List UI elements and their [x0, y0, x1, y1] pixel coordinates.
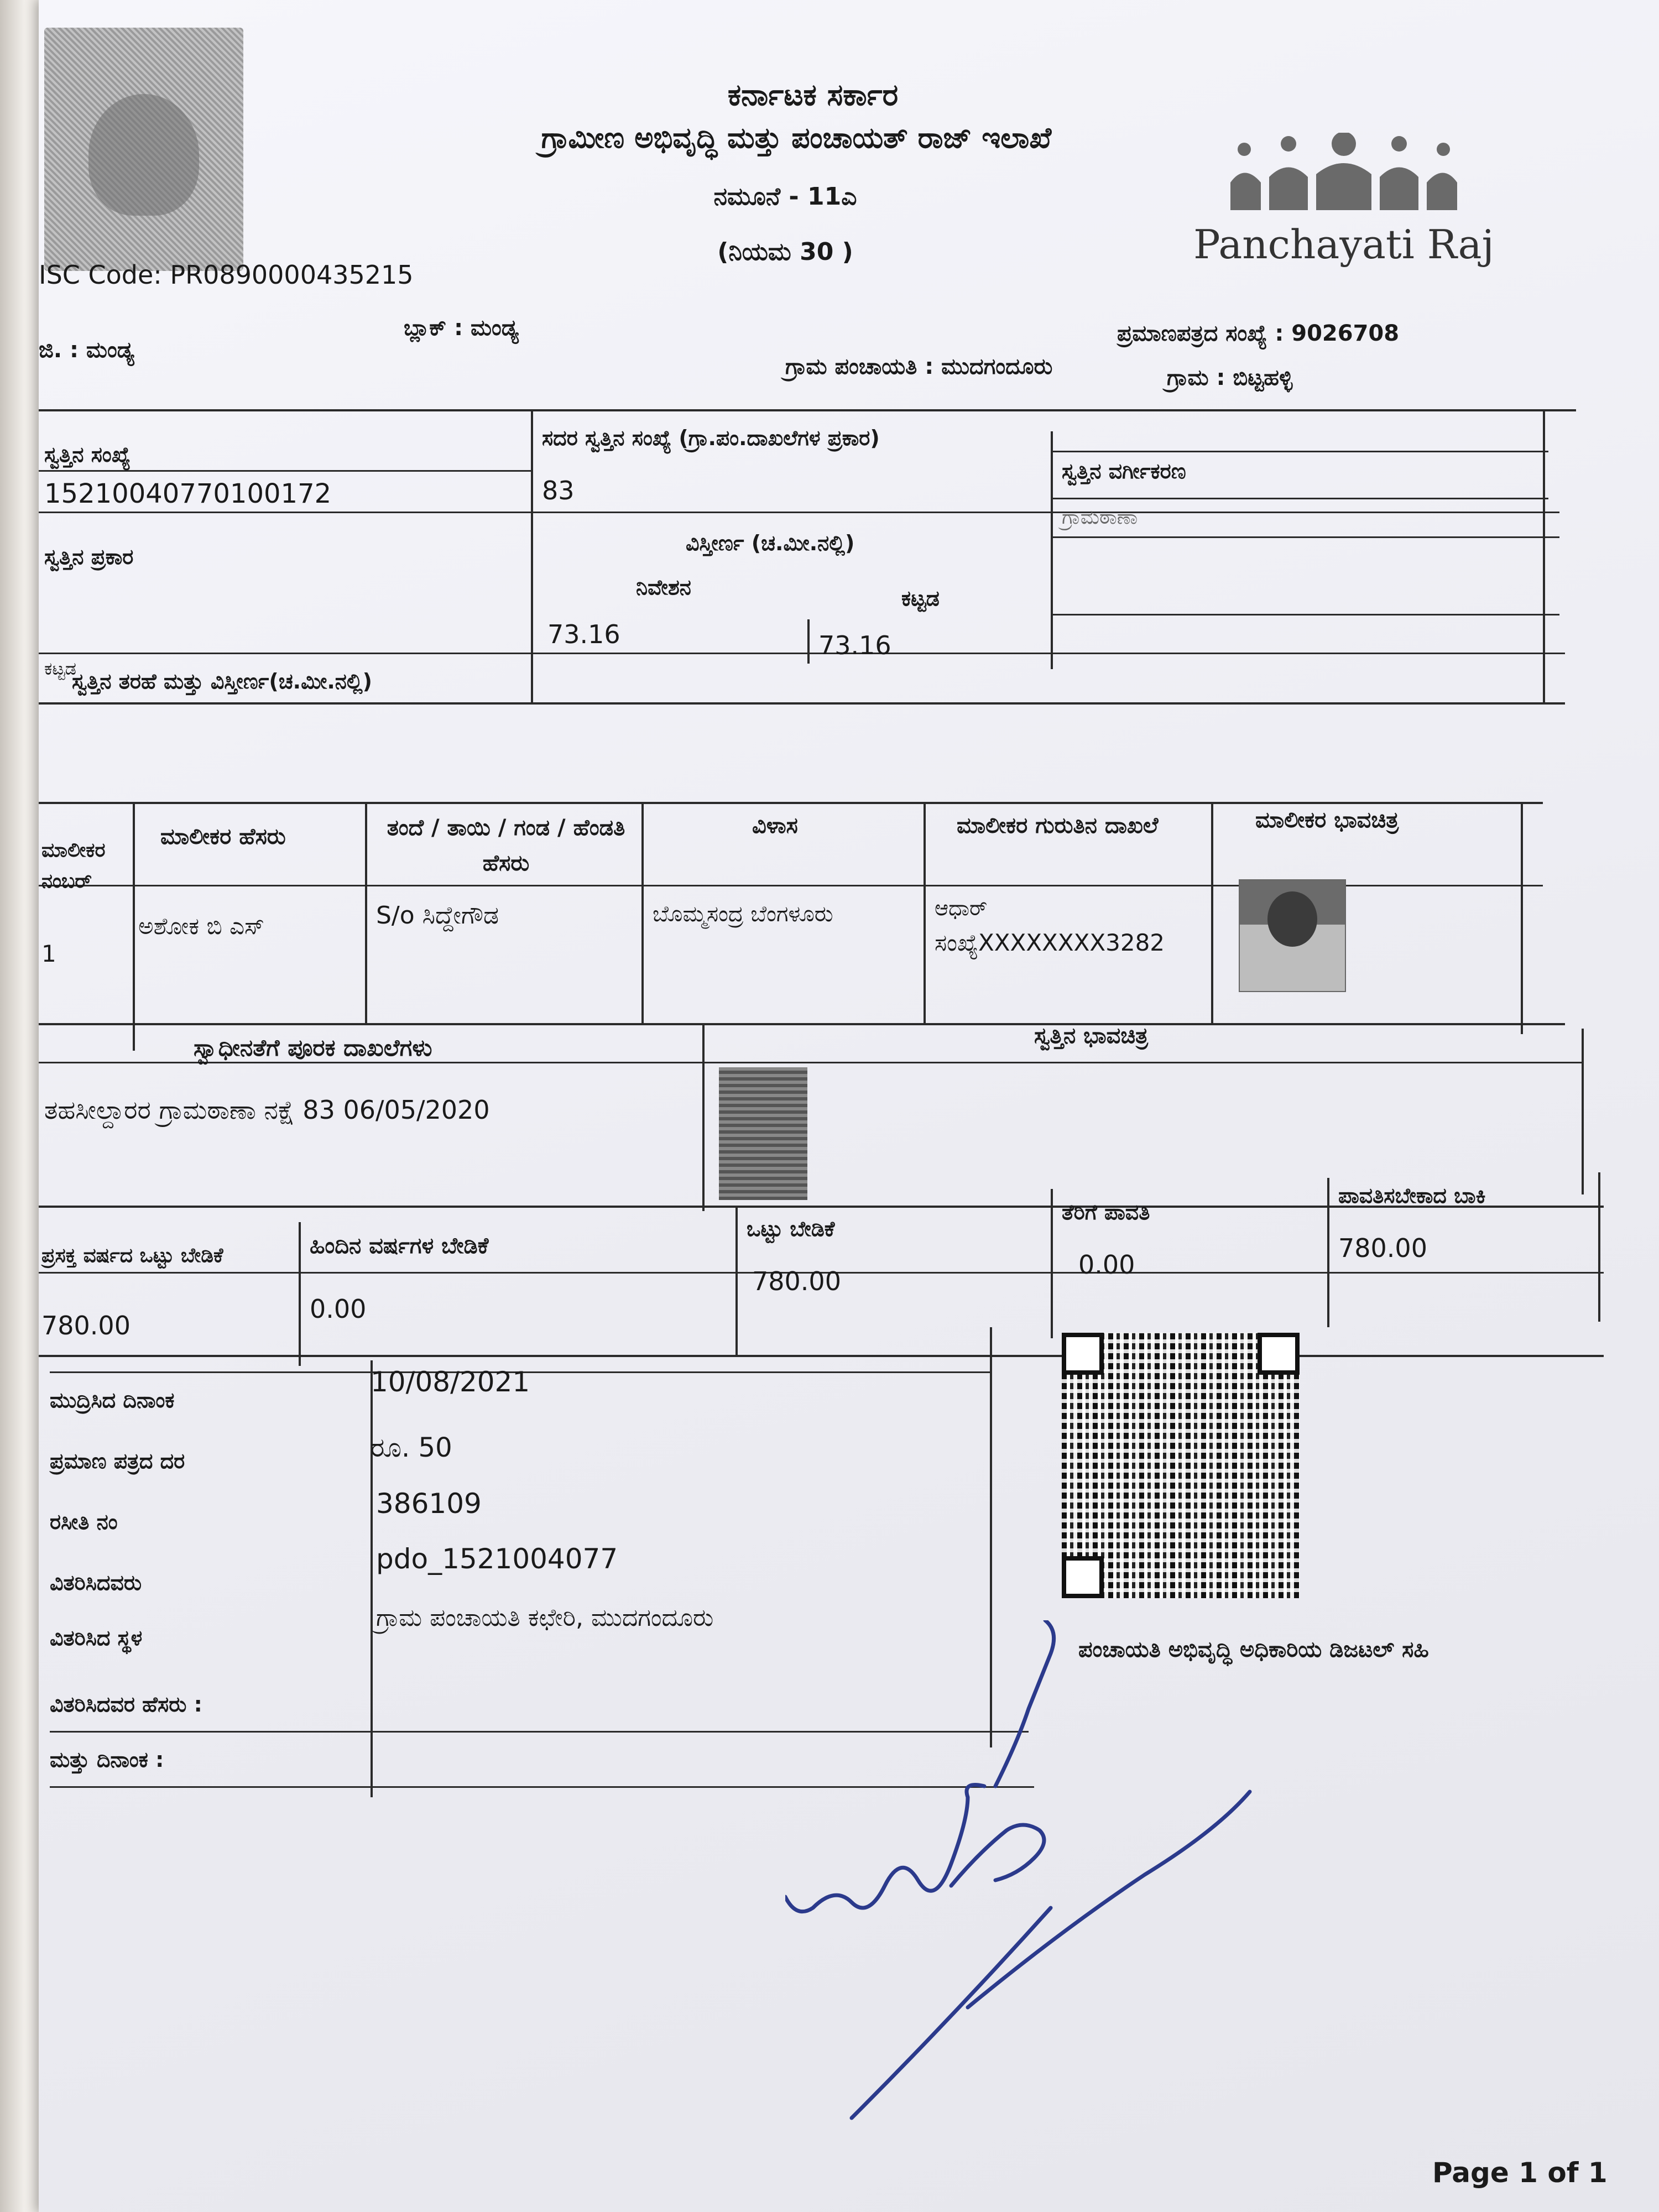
issuer-name-label: ವಿತರಿಸಿದವರ ಹೆಸರು : [50, 1692, 202, 1717]
issued-place-value: ಗ್ರಾಮ ಪಂಚಾಯತಿ ಕಛೇರಿ, ಮುದಗಂದೂರು [376, 1604, 714, 1632]
district: ಜಿ. : ಮಂಡ್ಯ [39, 337, 134, 363]
building-area-value: 73.16 [818, 630, 891, 660]
id-document-type: ಆಧಾರ್ [935, 896, 988, 920]
certificate-fee-label: ಪ್ರಮಾಣ ಪತ್ರದ ದರ [50, 1449, 185, 1473]
survey-number-value: 83 [542, 476, 575, 505]
receipt-no-label: ರಸೀತಿ ನಂ [50, 1510, 118, 1534]
certificate-page [39, 0, 1659, 2212]
owner-name-value: ಅಶೋಕ ಬಿ ಎಸ್ [138, 912, 264, 940]
qr-code [1062, 1333, 1300, 1598]
digital-signature-caption: ಪಂಚಾಯತಿ ಅಭಿವೃದ್ಧಿ ಅಧಿಕಾರಿಯ ಡಿಜಟಲ್ ಸಹಿ [1078, 1637, 1429, 1662]
issue-date-label: ಮತ್ತು ದಿನಾಂಕ : [50, 1747, 164, 1772]
area-label: ವಿಸ್ತೀರ್ಣ (ಚ.ಮೀ.ನಲ್ಲಿ) [686, 531, 855, 555]
panchayati-raj-people-icon [1228, 133, 1460, 216]
page-number: Page 1 of 1 [1432, 2157, 1608, 2189]
id-document-header: ಮಾಲೀಕರ ಗುರುತಿನ ದಾಖಲೆ [957, 813, 1159, 838]
rule-number: (ನಿಯಮ 30 ) [717, 238, 853, 266]
printed-date-value: 10/08/2021 [371, 1366, 530, 1398]
previous-years-demand-value: 0.00 [310, 1294, 367, 1324]
panchayati-raj-logo [1189, 133, 1499, 276]
karnataka-emblem-icon [44, 28, 243, 271]
state-title: ಕರ್ನಾಟಕ ಸರ್ಕಾರ [727, 77, 899, 112]
property-class-label: ಸ್ವತ್ತಿನ ವರ್ಗೀಕರಣ [1062, 459, 1186, 483]
property-id-label: ಸ್ವತ್ತಿನ ಸಂಖ್ಯೆ [44, 442, 131, 467]
form-number: ನಮೂನೆ - 11ಎ [713, 182, 857, 211]
department-title: ಗ್ರಾಮೀಣ ಅಭಿವೃದ್ಧಿ ಮತ್ತು ಪಂಚಾಯತ್ ರಾಜ್ ಇಲಾಖೆ [541, 122, 1052, 155]
owner-no-value: 1 [41, 940, 56, 967]
address-header: ವಿಳಾಸ [752, 813, 798, 838]
gram-panchayat: ಗ್ರಾಮ ಪಂಚಾಯತಿ : ಮುದಗಂದೂರು [785, 354, 1053, 379]
site-label: ನಿವೇಶನ [636, 575, 691, 599]
building-label: ಕಟ್ಟಡ [901, 586, 940, 611]
printed-date-label: ಮುದ್ರಿಸಿದ ದಿನಾಂಕ [50, 1388, 175, 1412]
issued-by-label: ವಿತರಿಸಿದವರು [50, 1571, 142, 1595]
relation-value: S/o ಸಿದ್ದೇಗೌಡ [376, 901, 499, 930]
tax-paid-value: 0.00 [1078, 1250, 1135, 1280]
owner-no-header: ಮಾಲೀಕರ ನಂಬರ್ [41, 839, 106, 893]
total-demand-value: 780.00 [752, 1266, 841, 1296]
village: ಗ್ರಾಮ : ಬಿಟ್ಟಹಳ್ಳಿ [1167, 365, 1293, 390]
property-class-value: ಗ್ರಾಮಠಾಣಾ [1062, 506, 1138, 529]
receipt-no-value: 386109 [376, 1488, 482, 1520]
property-photo-label: ಸ್ವತ್ತಿನ ಭಾವಚಿತ್ರ [1034, 1023, 1149, 1048]
handwritten-signature [785, 1620, 1283, 2162]
owner-photo [1239, 879, 1346, 992]
owner-photo-header: ಮಾಲೀಕರ ಭಾವಚಿತ್ರ [1255, 807, 1399, 833]
owner-name-header: ಮಾಲೀಕರ ಹೆಸರು [160, 824, 286, 849]
issued-by-value: pdo_1521004077 [376, 1543, 618, 1575]
balance-due-header: ಪಾವತಿಸಬೇಕಾದ ಬಾಕಿ [1338, 1183, 1486, 1208]
property-type-value: ಕಟ್ಟಡ [44, 658, 76, 679]
property-nature-label: ಸ್ವತ್ತಿನ ತರಹೆ ಮತ್ತು ವಿಸ್ತೀರ್ಣ(ಚ.ಮೀ.ನಲ್ಲಿ) [72, 669, 373, 693]
address-value: ಬೊಮ್ಮಸಂದ್ರ ಬೆಂಗಳೂರು [653, 901, 833, 927]
tax-paid-header: ತೆರಿಗೆ ಪಾವತಿ [1062, 1200, 1150, 1224]
current-year-demand-header: ಪ್ರಸಕ್ತ ವರ್ಷದ ಒಟ್ಟು ಬೇಡಿಕೆ [41, 1244, 223, 1267]
balance-due-value: 780.00 [1338, 1233, 1427, 1263]
previous-years-demand-header: ಹಿಂದಿನ ವರ್ಷಗಳ ಬೇಡಿಕೆ [310, 1233, 489, 1259]
certificate-number: ಪ್ರಮಾಣಪತ್ರದ ಸಂಖ್ಯೆ : 9026708 [1117, 321, 1400, 346]
possession-docs-value: ತಹಸೀಲ್ದಾರರ ಗ್ರಾಮಠಾಣಾ ನಕ್ಷೆ 83 06/05/2020 [44, 1095, 490, 1125]
block: ಬ್ಲಾಕ್ : ಮಂಡ್ಯ [404, 315, 519, 341]
panchayati-raj-text: Panchayati Raj [1193, 221, 1494, 268]
total-demand-header: ಒಟ್ಟು ಬೇಡಿಕೆ [747, 1217, 835, 1241]
property-photo [719, 1067, 807, 1200]
issued-place-label: ವಿತರಿಸಿದ ಸ್ಥಳ [50, 1626, 143, 1650]
current-year-demand-value: 780.00 [41, 1311, 131, 1340]
relation-header: ತಂದೆ / ತಾಯಿ / ಗಂಡ / ಹೆಂಡತಿ ಹೆಸರು [387, 815, 625, 876]
property-type-label: ಸ್ವತ್ತಿನ ಪ್ರಕಾರ [44, 545, 134, 569]
isc-code: ISC Code: PR0890000435215 [39, 260, 414, 290]
certificate-fee-value: ರೂ. 50 [371, 1432, 452, 1463]
survey-number-label: ಸದರ ಸ್ವತ್ತಿನ ಸಂಖ್ಯೆ (ಗ್ರಾ.ಪಂ.ದಾಖಲೆಗಳ ಪ್ರಕಾರ) [542, 426, 880, 450]
possession-docs-label: ಸ್ವಾಧೀನತೆಗೆ ಪೂರಕ ದಾಖಲೆಗಳು [194, 1034, 432, 1061]
property-id-value: 15210040770100172 [44, 478, 332, 509]
id-document-number: ಸಂಖ್ಯೆXXXXXXXX3282 [935, 929, 1165, 956]
site-area-value: 73.16 [547, 619, 620, 649]
